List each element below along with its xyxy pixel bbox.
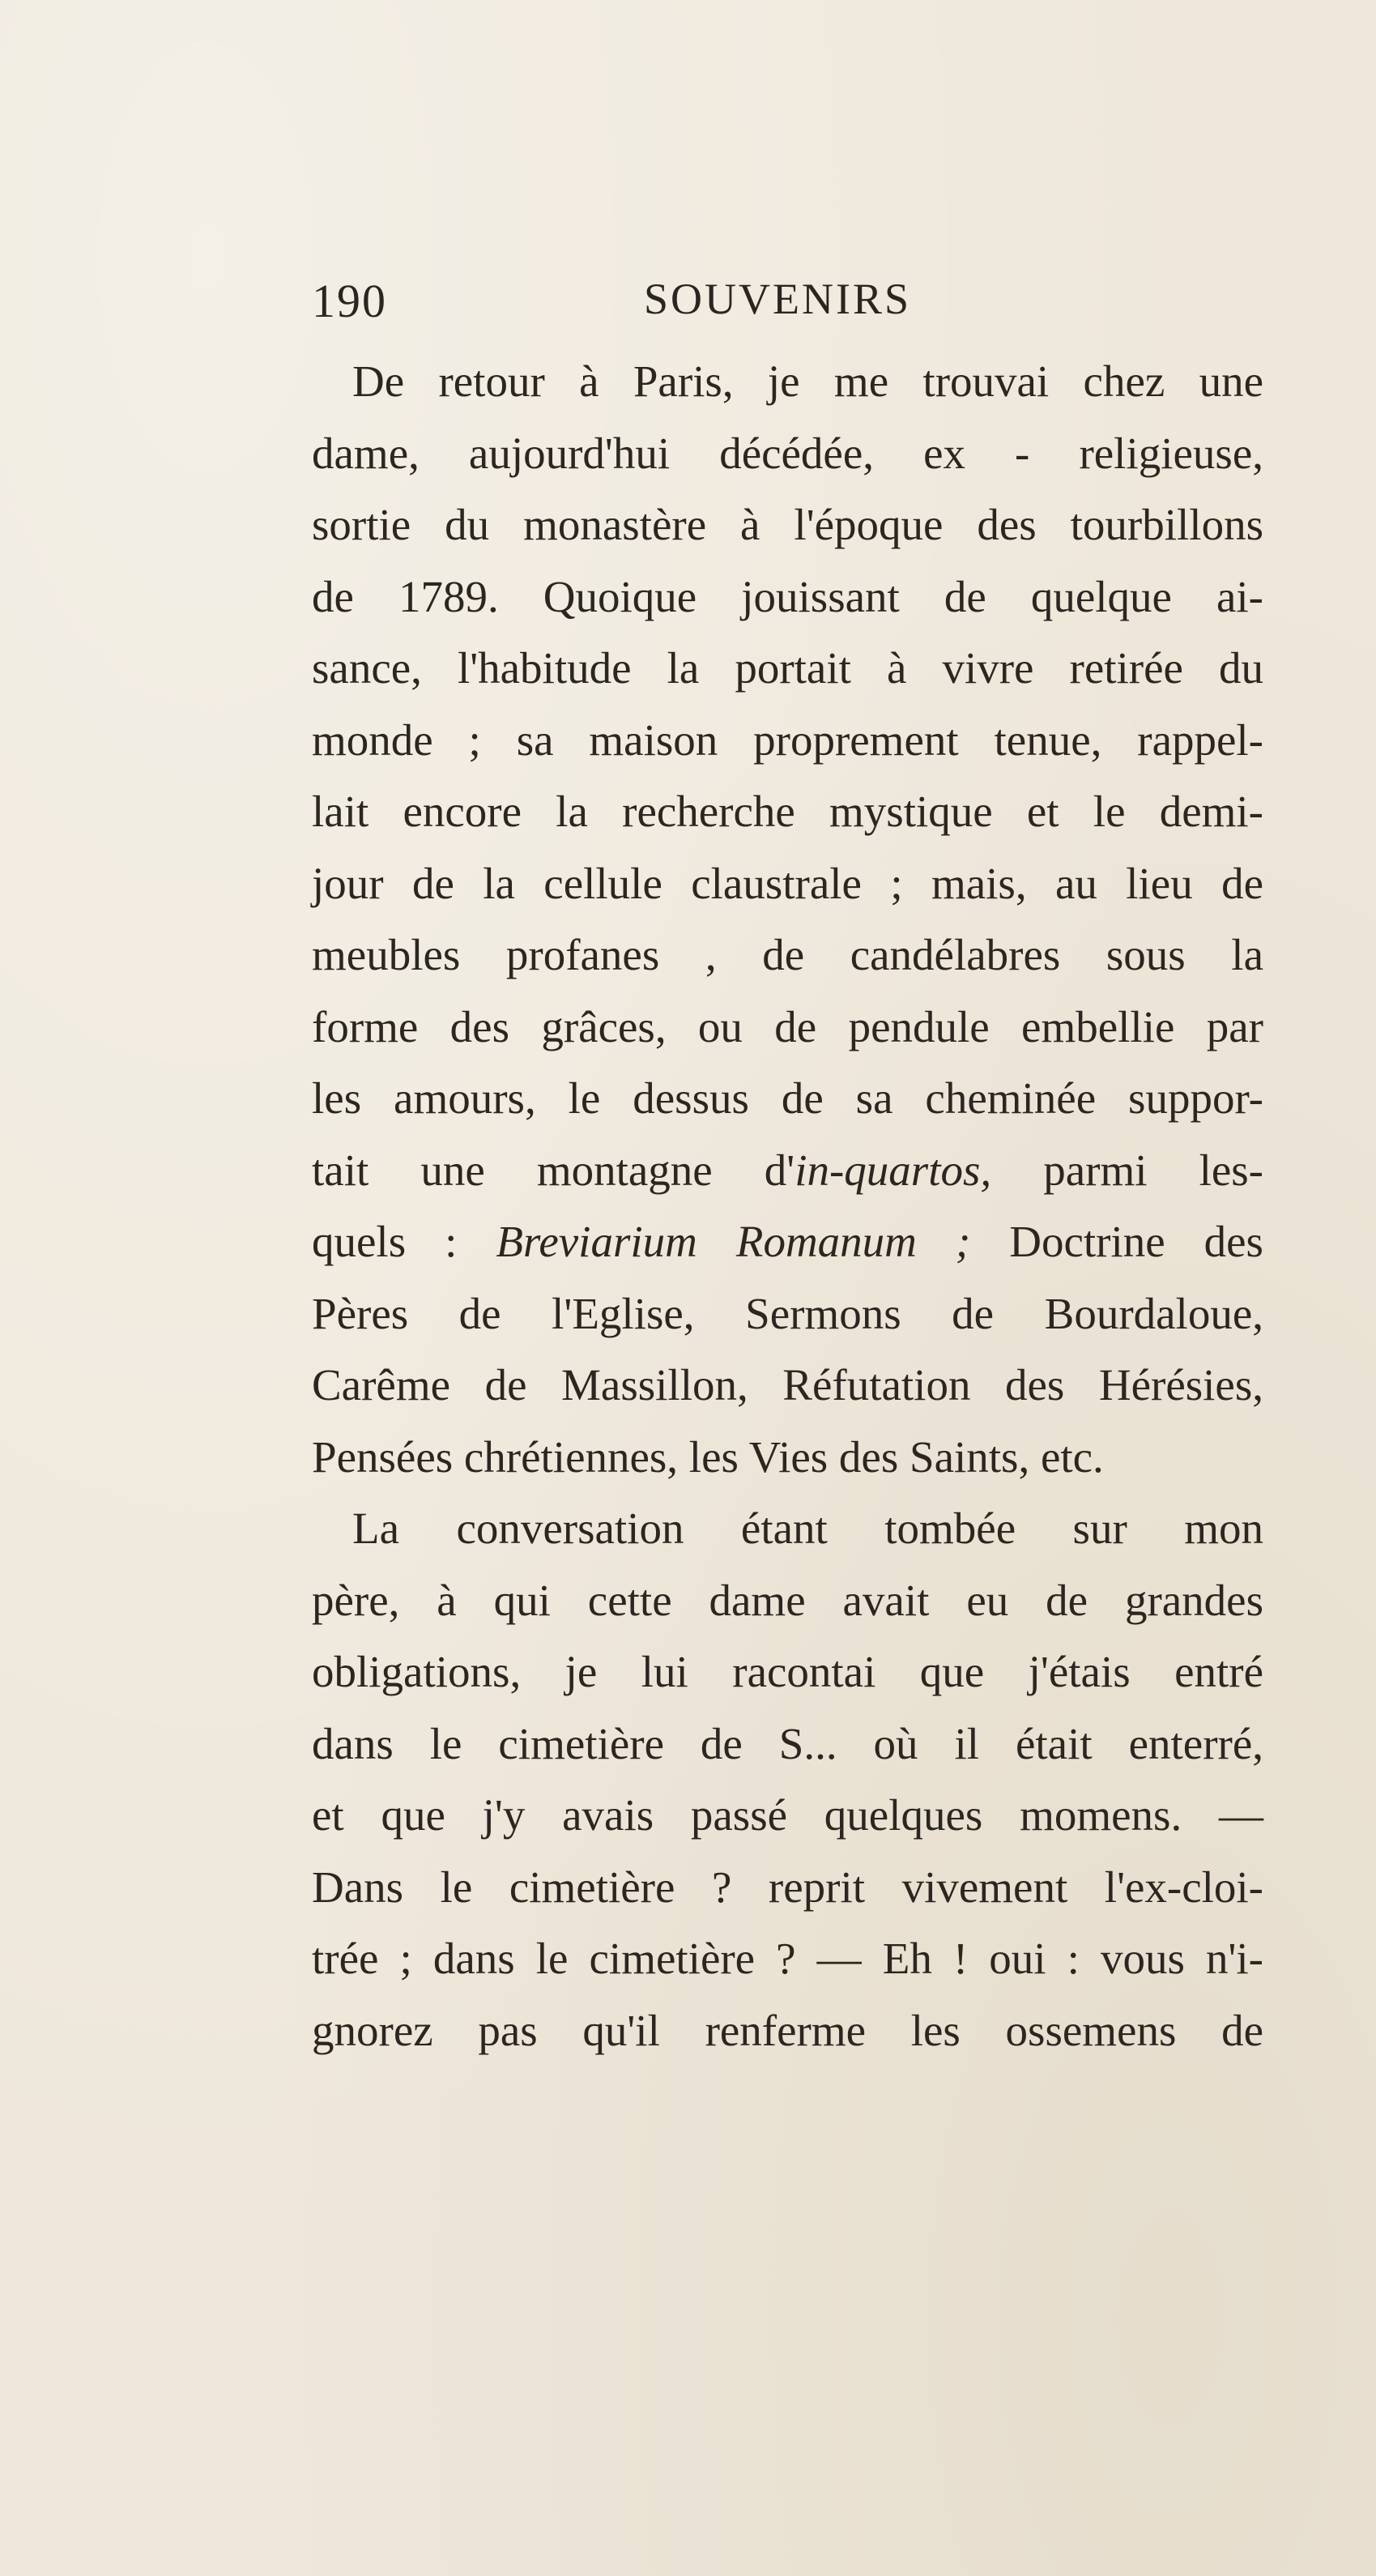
- text-line: sance, l'habitude la portait à vivre retirée du: [312, 643, 1263, 693]
- text-line: Carême de Massillon, Réfutation des Hérésies,: [312, 1360, 1263, 1410]
- body-text: [312, 346, 1263, 2066]
- text-line: lait encore la recherche mystique et le demi-: [312, 787, 1263, 836]
- page-number: 190: [312, 275, 387, 327]
- text-line: Dans le cimetière ? reprit vivement l'ex-cloi-: [312, 1862, 1263, 1912]
- paragraph-1: [312, 346, 1263, 1493]
- running-head: [0, 259, 1376, 327]
- text-line: dame, aujourd'hui décédée, ex - religieuse,: [312, 428, 1263, 478]
- italic-title: Breviarium Romanum ;: [496, 1217, 971, 1266]
- text-line: De retour à Paris, je me trouvai chez une: [352, 356, 1263, 406]
- text-line: dans le cimetière de S... où il était enterré,: [312, 1718, 1263, 1768]
- text-line: meubles profanes , de candélabres sous la: [312, 930, 1263, 979]
- text-line: père, à qui cette dame avait eu de grandes: [312, 1575, 1263, 1625]
- running-title: SOUVENIRS: [644, 275, 912, 323]
- text-line-with-italic: [312, 1135, 1263, 1207]
- text-line: Pères de l'Eglise, Sermons de Bourdaloue,: [312, 1288, 1263, 1338]
- text-line: de 1789. Quoique jouissant de quelque ai-: [312, 571, 1263, 621]
- text-segment: quels :: [312, 1217, 496, 1266]
- paragraph-2: [312, 1493, 1263, 2066]
- text-line: gnorez pas qu'il renferme les ossemens de: [312, 2005, 1263, 2055]
- text-line: et que j'y avais passé quelques momens. —: [312, 1790, 1263, 1840]
- text-line: sortie du monastère à l'époque des tourbillons: [312, 500, 1263, 549]
- text-line: les amours, le dessus de sa cheminée suppor-: [312, 1073, 1263, 1123]
- text-line-with-italic: [312, 1206, 1263, 1278]
- text-line: monde ; sa maison proprement tenue, rappel-: [312, 714, 1263, 765]
- text-line: Pensées chrétiennes, les Vies des Saints, etc.: [312, 1431, 1104, 1482]
- text-line: forme des grâces, ou de pendule embellie par: [312, 1001, 1263, 1051]
- text-segment: parmi les-: [991, 1145, 1263, 1195]
- italic-title: in-quartos,: [795, 1145, 992, 1195]
- text-segment: tait une montagne d': [312, 1145, 795, 1195]
- text-line: jour de la cellule claustrale ; mais, au lieu de: [312, 858, 1263, 908]
- text-segment: Doctrine des: [970, 1217, 1263, 1266]
- text-line: obligations, je lui racontai que j'étais entré: [312, 1647, 1263, 1696]
- text-line: trée ; dans le cimetière ? — Eh ! oui : vous n'i-: [312, 1934, 1263, 1983]
- text-line: La conversation étant tombée sur mon: [352, 1503, 1263, 1553]
